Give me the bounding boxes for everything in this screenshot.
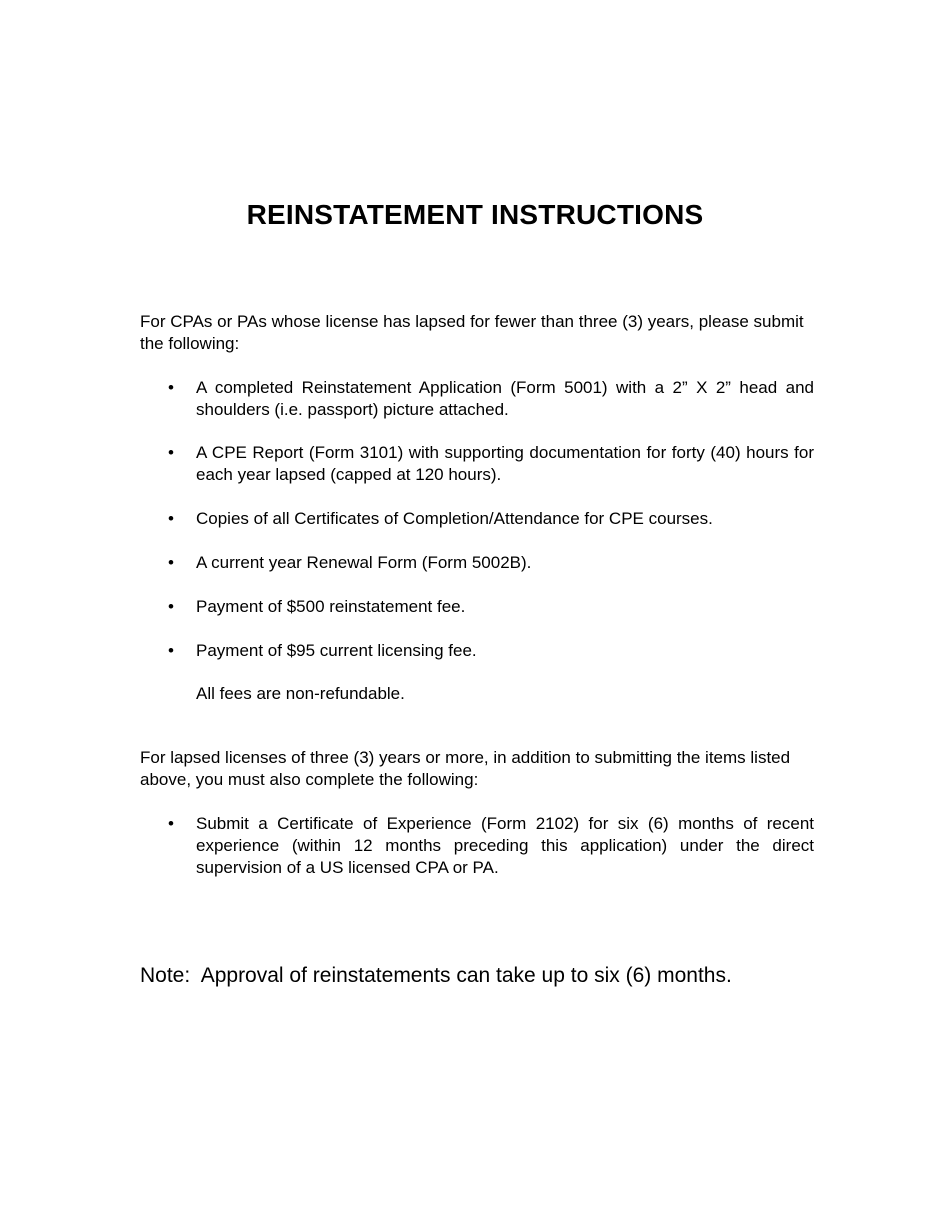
bullet-icon: • — [168, 443, 174, 462]
bullet-icon: • — [168, 378, 174, 397]
bullet-icon: • — [168, 597, 174, 616]
list-item-text: A current year Renewal Form (Form 5002B). — [196, 553, 532, 572]
list-item-text: A CPE Report (Form 3101) with supporting documentation for forty (40) hours for each year lapsed (capped at 120 hours). — [196, 443, 814, 484]
list-item-text: Payment of $95 current licensing fee. — [196, 641, 477, 660]
page-title: REINSTATEMENT INSTRUCTIONS — [246, 199, 704, 230]
list-item-text: Payment of $500 reinstatement fee. — [196, 597, 466, 616]
bullet-icon: • — [168, 553, 174, 572]
list-item-text: A completed Reinstatement Application (Form 5001) with a 2” X 2” head and shoulders (i.e. passport) picture attached. — [196, 378, 814, 419]
list-item-text: Submit a Certificate of Experience (Form 2102) for six (6) months of recent experience (within 12 months preceding this application) under the direct supervision of a US licensed CPA or PA. — [196, 814, 814, 877]
bullet-icon: • — [168, 509, 174, 528]
fees-note: All fees are non-refundable. — [196, 684, 405, 703]
section1-intro: For CPAs or PAs whose license has lapsed for fewer than three (3) years, please submit the following: — [140, 312, 804, 353]
list-item-text: Copies of all Certificates of Completion/Attendance for CPE courses. — [196, 509, 713, 528]
bullet-icon: • — [168, 814, 174, 833]
section2-intro: For lapsed licenses of three (3) years or more, in addition to submitting the items listed above, you must also complete the following: — [140, 748, 791, 789]
bullet-icon: • — [168, 641, 174, 660]
approval-note: Note: Approval of reinstatements can take up to six (6) months. — [140, 964, 732, 987]
